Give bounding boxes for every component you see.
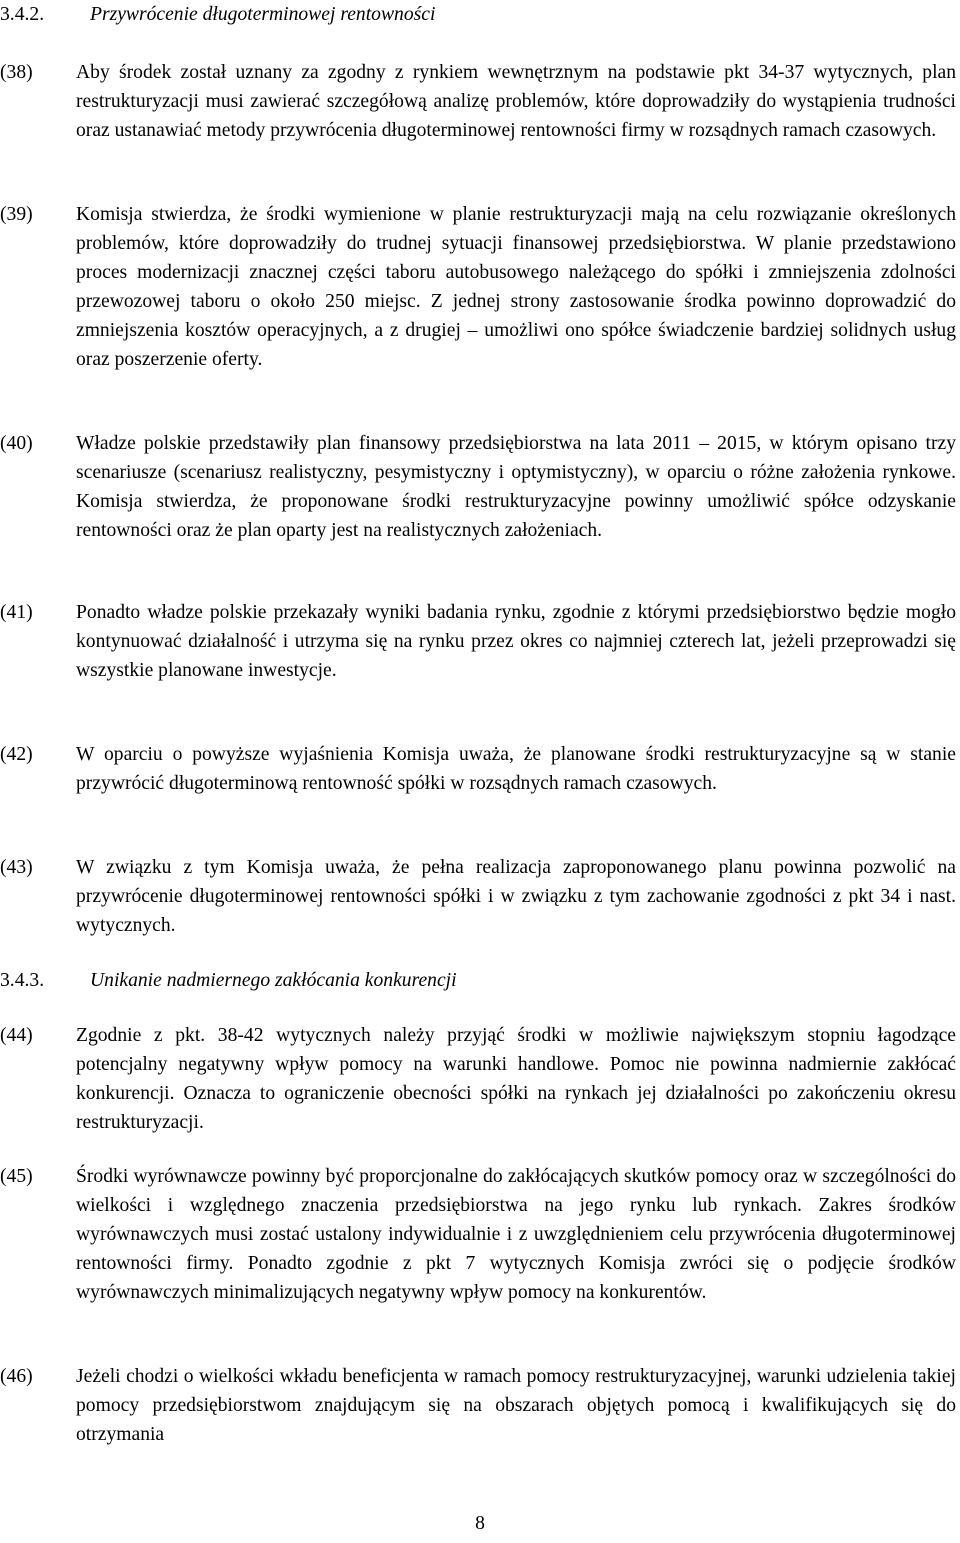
paragraph-text: Jeżeli chodzi o wielkości wkładu beneficjenta w ramach pomocy restrukturyzacyjnej, warunki udzielenia takiej pomocy przedsiębiorstwom znajdującym się na obszarach objętych pomocą i kwalifikujących się do otrzymania [76,1366,956,1445]
paragraph-number: (46) [0,1366,33,1387]
paragraph-number: (39) [0,204,33,225]
paragraph-text: W związku z tym Komisja uważa, że pełna realizacja zaproponowanego planu powinna pozwolić na przywrócenie długoterminowej rentowności spółki i w związku z tym zachowanie zgodności z pkt 34 i nast. wytycznych. [76,857,956,936]
paragraph-text: Ponadto władze polskie przekazały wyniki badania rynku, zgodnie z którymi przedsiębiorstwo będzie mogło kontynuować działalność i utrzyma się na rynku przez okres co najmniej czterech lat, jeżeli przeprowadzi się wszystkie planowane inwestycje. [76,602,956,681]
paragraph-text: Komisja stwierdza, że środki wymienione w planie restrukturyzacji mają na celu rozwiązanie określonych problemów, które doprowadziły do trudnej sytuacji finansowej przedsiębiorstwa. W planie przedstawiono proces modernizacji znacznej części taboru autobusowego należącego do spółki i zmniejszenia zdolności przewozowej taboru o około 250 miejsc. Z jednej strony zastosowanie środka powinno doprowadzić do zmniejszenia kosztów operacyjnych, a z drugiej – umożliwi ono spółce świadczenie bardziej solidnych usług oraz poszerzenie oferty. [76,204,956,370]
paragraph-text: Aby środek został uznany za zgodny z rynkiem wewnętrznym na podstawie pkt 34-37 wytycznych, plan restrukturyzacji musi zawierać szczegółową analizę problemów, które doprowadziły do wystąpienia trudności oraz ustanawiać metody przywrócenia długoterminowej rentowności firmy w rozsądnych ramach czasowych. [76,62,956,141]
page-number: 8 [475,1513,485,1534]
paragraph-text: Władze polskie przedstawiły plan finansowy przedsiębiorstwa na lata 2011 – 2015, w którym opisano trzy scenariusze (scenariusz realistyczny, pesymistyczny i optymistyczny), w oparciu o różne założenia rynkowe. Komisja stwierdza, że proponowane środki restrukturyzacyjne powinny umożliwić spółce odzyskanie rentowności oraz że plan oparty jest na realistycznych założeniach. [76,433,956,541]
paragraph-number: (38) [0,62,33,83]
section-title: Unikanie nadmiernego zakłócania konkurencji [90,970,457,991]
paragraph-number: (41) [0,602,33,623]
paragraph-number: (43) [0,857,33,878]
section-number: 3.4.3. [0,970,45,991]
paragraph-number: (44) [0,1025,33,1046]
paragraph-number: (40) [0,433,33,454]
section-title: Przywrócenie długoterminowej rentowności [90,4,436,25]
paragraph-number: (45) [0,1166,33,1187]
paragraph-text: Środki wyrównawcze powinny być proporcjonalne do zakłócających skutków pomocy oraz w szczególności do wielkości i względnego znaczenia przedsiębiorstwa na jego rynku lub rynkach. Zakres środków wyrównawczych musi zostać ustalony indywidualnie i z uwzględnieniem celu przywrócenia długoterminowej rentowności firmy. Ponadto zgodnie z pkt 7 wytycznych Komisja zwróci się o podjęcie środków wyrównawczych minimalizujących negatywny wpływ pomocy na konkurentów. [76,1166,956,1303]
paragraph-number: (42) [0,744,33,765]
paragraph-text: W oparciu o powyższe wyjaśnienia Komisja uważa, że planowane środki restrukturyzacyjne są w stanie przywrócić długoterminową rentowność spółki w rozsądnych ramach czasowych. [76,744,956,794]
section-number: 3.4.2. [0,4,45,25]
paragraph-text: Zgodnie z pkt. 38-42 wytycznych należy przyjąć środki w możliwie największym stopniu łagodzące potencjalny negatywny wpływ pomocy na warunki handlowe. Pomoc nie powinna nadmiernie zakłócać konkurencji. Oznacza to ograniczenie obecności spółki na rynkach jej działalności po zakończeniu okresu restrukturyzacji. [76,1025,956,1133]
